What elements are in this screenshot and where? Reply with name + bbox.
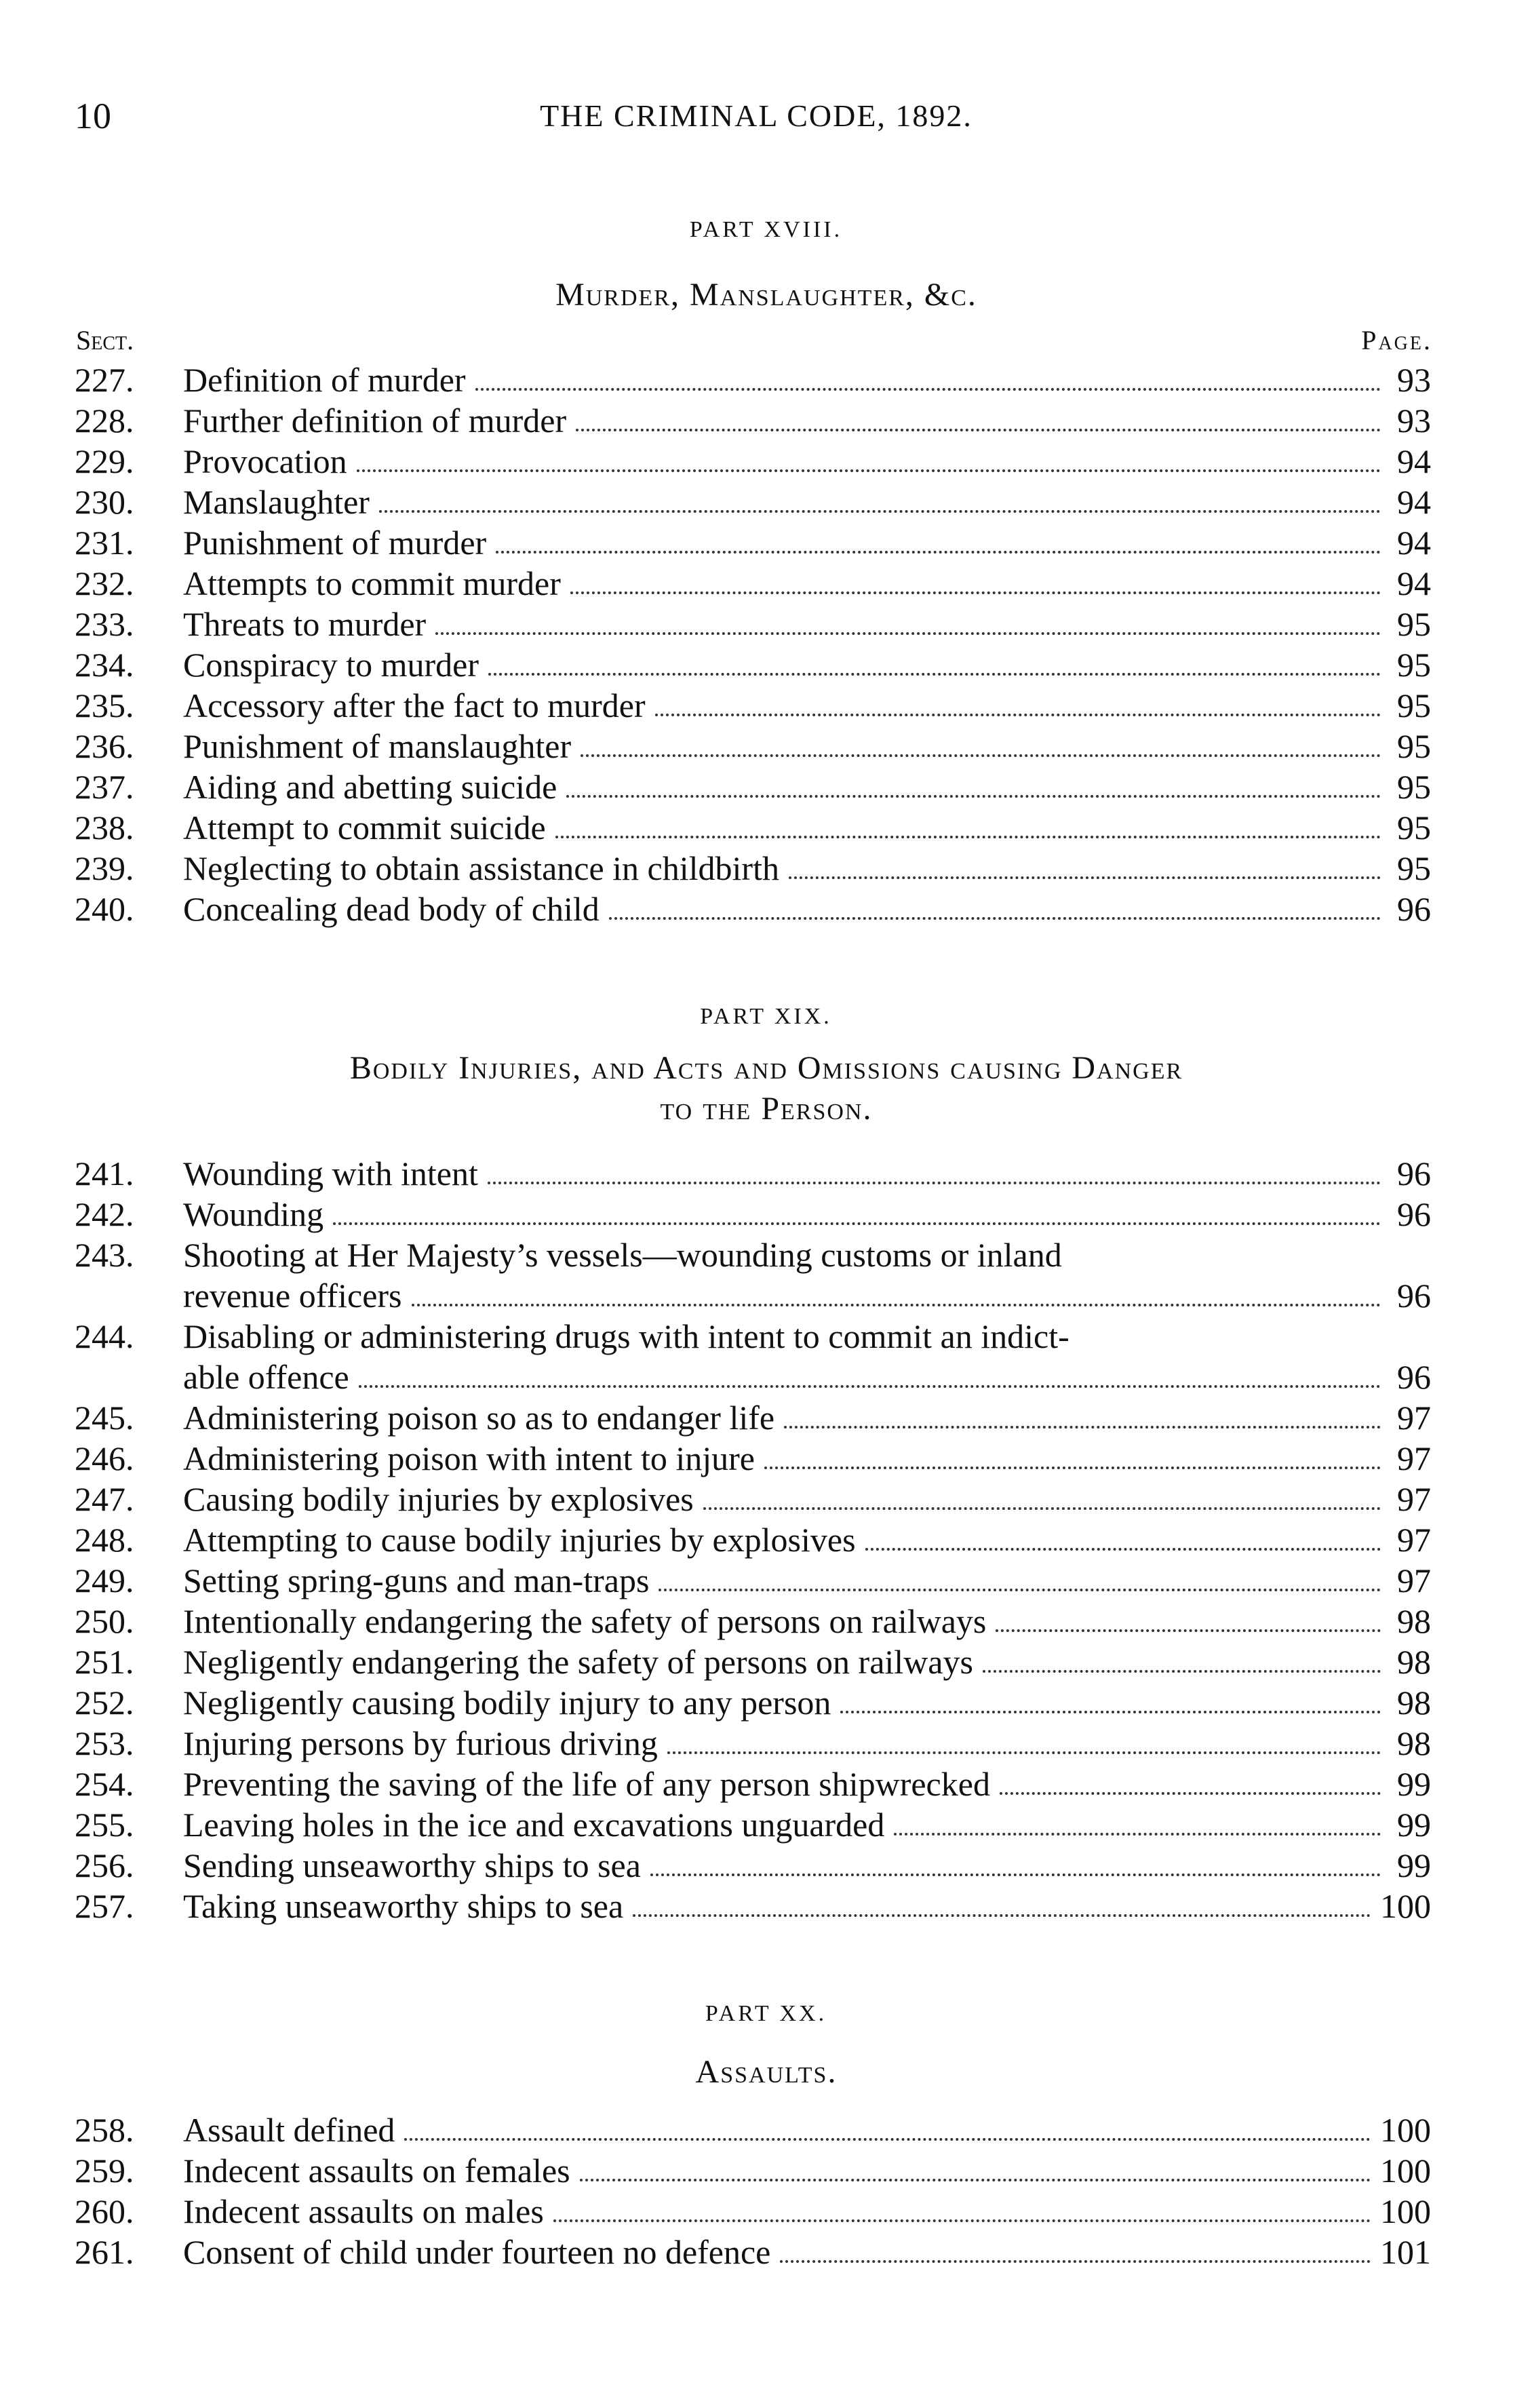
page-number: 10 [75,96,111,136]
dot-leader [894,1833,1381,1836]
section-number: 252. [75,1684,134,1722]
section-number: 238. [75,809,134,847]
entry-title: Attempting to cause bodily injuries by explosives [183,1521,856,1559]
dot-leader [488,673,1381,676]
entry-title: Indecent assaults on males [183,2192,544,2230]
entry-title: Consent of child under fourteen no defence [183,2233,771,2271]
page-reference: 95 [1397,849,1431,887]
toc-list [75,1153,1431,1926]
dot-leader [780,2260,1371,2263]
toc-entry [75,441,1431,482]
page-reference: 98 [1397,1684,1431,1722]
toc-entry [75,604,1431,644]
page-reference: 96 [1397,1154,1431,1192]
toc-entry [75,563,1431,604]
page-reference: 98 [1397,1602,1431,1640]
dot-leader [333,1222,1381,1225]
toc-entry [75,1601,1431,1642]
toc-entry [75,889,1431,929]
toc-entry [75,1560,1431,1601]
toc-entry [75,1153,1431,1194]
entry-title: Neglecting to obtain assistance in childbirth [183,849,779,887]
page-reference: 93 [1397,361,1431,399]
toc-entry [75,1845,1431,1886]
entry-title: Wounding [183,1195,324,1233]
toc-entry [75,1804,1431,1845]
section-number: 228. [75,402,134,440]
dot-leader [609,917,1381,920]
entry-title: Disabling or administering drugs with intent to commit an indict- [183,1317,1069,1355]
section-number: 229. [75,442,134,480]
dot-leader [1000,1792,1381,1795]
dot-leader [475,388,1381,391]
section-number: 249. [75,1561,134,1599]
page-reference: 100 [1380,2192,1431,2230]
entry-title: Indecent assaults on females [183,2152,570,2190]
dot-leader [983,1670,1381,1673]
section-number: 247. [75,1480,134,1518]
page-reference: 101 [1380,2233,1431,2271]
entry-title: Causing bodily injuries by explosives [183,1480,694,1518]
section-number: 256. [75,1846,134,1884]
entry-title: Administering poison with intent to injure [183,1439,755,1477]
toc-entry [75,2150,1431,2191]
dot-leader [633,1914,1371,1917]
dot-leader [840,1711,1381,1713]
toc-entry [75,1886,1431,1926]
entry-title: Attempts to commit murder [183,564,561,602]
page-reference: 95 [1397,686,1431,724]
toc-entry [75,2232,1431,2272]
section-number: 245. [75,1399,134,1437]
section-number: 237. [75,768,134,806]
page-reference: 95 [1397,646,1431,684]
page-reference: 96 [1397,1277,1431,1315]
entry-title: Administering poison so as to endanger life [183,1399,775,1437]
toc-entry [75,2191,1431,2232]
section-number: 251. [75,1643,134,1681]
section-number: 234. [75,646,134,684]
dot-leader [566,795,1381,798]
running-title: THE CRIMINAL CODE, 1892. [540,98,973,133]
page-reference: 100 [1380,1887,1431,1925]
entry-title: Further definition of murder [183,402,567,440]
part-label: PART XX. [705,2001,827,2026]
entry-title: Wounding with intent [183,1154,478,1192]
entry-title: Assault defined [183,2111,395,2149]
page-reference: 97 [1397,1399,1431,1437]
page-reference: 98 [1397,1724,1431,1762]
toc-list [75,360,1431,929]
page-reference: 94 [1397,483,1431,521]
part-title: Murder, Manslaughter, &c. [555,277,977,313]
page-reference: 100 [1380,2111,1431,2149]
toc-entry [75,807,1431,848]
dot-leader [576,429,1381,431]
entry-title-continuation: able offence [183,1358,349,1396]
toc-entry [75,400,1431,441]
entry-title: Definition of murder [183,361,466,399]
entry-title: Provocation [183,442,347,480]
entry-title: Sending unseaworthy ships to sea [183,1846,641,1884]
page-reference: 97 [1397,1561,1431,1599]
dot-leader [570,591,1381,594]
toc-entry [75,644,1431,685]
page-reference: 97 [1397,1521,1431,1559]
dot-leader [359,1385,1381,1388]
dot-leader [553,2219,1371,2222]
page-reference: 96 [1397,1195,1431,1233]
dot-leader [865,1548,1381,1551]
section-number: 253. [75,1724,134,1762]
page-reference: 94 [1397,442,1431,480]
section-number: 235. [75,686,134,724]
section-number: 255. [75,1806,134,1844]
section-number: 231. [75,524,134,562]
page-reference: 95 [1397,768,1431,806]
toc-entry [75,766,1431,807]
dot-leader [435,632,1381,635]
toc-entry [75,685,1431,726]
section-number: 261. [75,2233,134,2271]
entry-title: Threats to murder [183,605,427,643]
section-number: 243. [75,1236,134,1274]
section-number: 257. [75,1887,134,1925]
page-column-heading: Page. [1361,325,1432,355]
page-reference: 99 [1397,1806,1431,1844]
page-reference: 99 [1397,1846,1431,1884]
dot-leader [996,1629,1381,1632]
section-number: 259. [75,2152,134,2190]
entry-title: Intentionally endangering the safety of persons on railways [183,1602,987,1640]
entry-title: Leaving holes in the ice and excavations unguarded [183,1806,885,1844]
entry-title: Punishment of manslaughter [183,727,572,765]
page-reference: 97 [1397,1480,1431,1518]
page-reference: 99 [1397,1765,1431,1803]
toc-entry [75,1235,1431,1316]
entry-title: Manslaughter [183,483,370,521]
page-reference: 95 [1397,809,1431,847]
entry-title: Taking unseaworthy ships to sea [183,1887,624,1925]
dot-leader [379,510,1381,513]
section-column-heading: Sect. [76,325,134,355]
dot-leader [412,1304,1381,1306]
page-reference: 97 [1397,1439,1431,1477]
entry-title: Conspiracy to murder [183,646,479,684]
section-number: 239. [75,849,134,887]
page-reference: 98 [1397,1643,1431,1681]
toc-entry [75,848,1431,889]
dot-leader [789,876,1381,879]
section-number: 242. [75,1195,134,1233]
dot-leader [655,714,1381,716]
column-headings [76,324,1432,358]
page-reference: 95 [1397,605,1431,643]
section-number: 236. [75,727,134,765]
part-title [170,1048,1363,1129]
dot-leader [404,2138,1371,2141]
section-number: 240. [75,890,134,928]
part-title: Assaults. [695,2054,838,2090]
toc-entry [75,1479,1431,1519]
dot-leader [659,1589,1381,1591]
toc-entry [75,2110,1431,2150]
entry-title: Preventing the saving of the life of any person shipwrecked [183,1765,990,1803]
toc-entry [75,360,1431,400]
section-number: 254. [75,1765,134,1803]
entry-title: Aiding and abetting suicide [183,768,557,806]
toc-entry [75,1194,1431,1235]
entry-title: Attempt to commit suicide [183,809,546,847]
page-reference: 94 [1397,564,1431,602]
dot-leader [581,754,1381,757]
toc-list [75,2110,1431,2272]
dot-leader [555,836,1381,838]
entry-title: Punishment of murder [183,524,487,562]
toc-entry [75,1316,1431,1397]
entry-title: Shooting at Her Majesty’s vessels—wounding customs or inland [183,1236,1062,1274]
part-label: PART XVIII. [689,217,843,242]
section-number: 241. [75,1154,134,1192]
section-number: 250. [75,1602,134,1640]
page-reference: 95 [1397,727,1431,765]
part-title-line: to the Person. [660,1091,873,1127]
section-number: 232. [75,564,134,602]
dot-leader [580,2179,1371,2181]
toc-entry [75,1519,1431,1560]
dot-leader [496,551,1381,554]
entry-title-continuation: revenue officers [183,1277,402,1315]
page-reference: 100 [1380,2152,1431,2190]
dot-leader [488,1182,1381,1184]
page-reference: 94 [1397,524,1431,562]
toc-entry [75,1682,1431,1723]
part-title-line: Bodily Injuries, and Acts and Omissions causing Danger [349,1050,1183,1086]
toc-entry [75,726,1431,766]
entry-title: Setting spring-guns and man-traps [183,1561,650,1599]
dot-leader [357,469,1381,472]
section-number: 248. [75,1521,134,1559]
entry-title: Negligently causing bodily injury to any person [183,1684,831,1722]
section-number: 260. [75,2192,134,2230]
entry-title: Negligently endangering the safety of persons on railways [183,1643,973,1681]
toc-entry [75,522,1431,563]
section-number: 246. [75,1439,134,1477]
toc-entry [75,1438,1431,1479]
section-number: 258. [75,2111,134,2149]
toc-entry [75,1397,1431,1438]
page-reference: 96 [1397,1358,1431,1396]
entry-title: Concealing dead body of child [183,890,600,928]
toc-entry [75,1723,1431,1764]
dot-leader [764,1467,1381,1469]
part-label: PART XIX. [700,1004,832,1029]
entry-title: Injuring persons by furious driving [183,1724,658,1762]
section-number: 244. [75,1317,134,1355]
page-reference: 96 [1397,890,1431,928]
section-number: 233. [75,605,134,643]
dot-leader [703,1507,1381,1510]
entry-title: Accessory after the fact to murder [183,686,646,724]
page-reference: 93 [1397,402,1431,440]
toc-entry [75,1642,1431,1682]
dot-leader [650,1873,1381,1876]
section-number: 227. [75,361,134,399]
dot-leader [784,1426,1381,1429]
section-number: 230. [75,483,134,521]
dot-leader [667,1751,1381,1754]
toc-entry [75,482,1431,522]
toc-entry [75,1764,1431,1804]
running-head [75,95,1438,142]
